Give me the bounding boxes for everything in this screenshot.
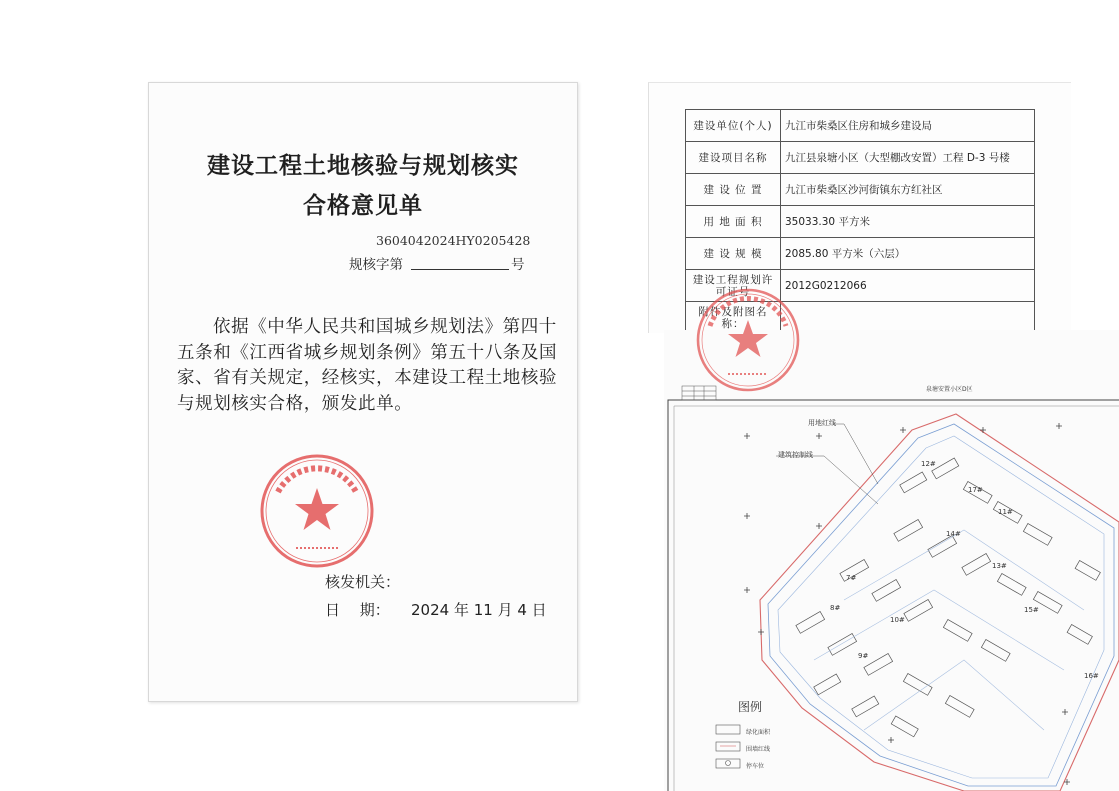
plan-control-line-label: 建筑控制线 — [778, 451, 813, 459]
building-label: 15# — [1024, 606, 1039, 614]
building-label: 14# — [946, 530, 961, 538]
legend-item-label: 停车位 — [746, 763, 765, 770]
certificate-number-underline — [411, 269, 509, 270]
row-label: 附件及附图名称： — [686, 302, 781, 334]
legend-item-label: 绿化面积 — [746, 729, 771, 736]
certificate-page — [148, 82, 578, 702]
table-row — [686, 110, 1035, 142]
plan-title: 泉塘安置小区D区 — [926, 386, 973, 393]
row-label: 建设工程规划许可证号 — [686, 270, 781, 302]
date-label: 日 期： — [325, 601, 390, 619]
table-row — [686, 206, 1035, 238]
legend-title: 图例 — [738, 700, 763, 714]
row-value: 2012G0212066 — [781, 270, 1035, 302]
row-label: 用 地 面 积 — [686, 206, 781, 238]
row-label: 建 设 规 模 — [686, 238, 781, 270]
official-seal-left — [258, 452, 376, 570]
row-label: 建设单位(个人) — [686, 110, 781, 142]
legend-item-label: 围墙红线 — [746, 746, 771, 753]
row-label: 建 设 位 置 — [686, 174, 781, 206]
certificate-number-suffix: 号 — [511, 257, 525, 273]
issuer-label: 核发机关： — [325, 573, 401, 591]
certificate-number-prefix: 规核字第 — [349, 257, 403, 273]
building-label: 13# — [992, 562, 1007, 570]
certificate-title-line2: 合格意见单 — [303, 193, 423, 219]
site-plan-drawing — [664, 330, 1119, 791]
table-row — [686, 238, 1035, 270]
certificate-title-line1: 建设工程土地核验与规划核实 — [207, 153, 519, 179]
row-value: 35033.30 平方米 — [781, 206, 1035, 238]
certificate-number: 3604042024HY0205428 — [376, 233, 531, 248]
date-value: 2024 年 11 月 4 日 — [411, 601, 547, 619]
certificate-body-text: 依据《中华人民共和国城乡规划法》第四十五条和《江西省城乡规划条例》第五十八条及国家、省有关规定，经核实，本建设工程土地核验与规划核实合格，颁发此单。 — [177, 317, 558, 414]
row-label: 建设项目名称 — [686, 142, 781, 174]
building-label: 8# — [830, 604, 841, 612]
building-label: 11# — [998, 508, 1013, 516]
building-label: 9# — [858, 652, 869, 660]
building-label: 16# — [1084, 672, 1099, 680]
row-value: 九江市柴桑区沙河街镇东方红社区 — [781, 174, 1035, 206]
official-seal-right — [694, 286, 802, 394]
building-label: 10# — [890, 616, 905, 624]
row-value: 九江县泉塘小区（大型棚改安置）工程 D-3 号楼 — [781, 142, 1035, 174]
row-value — [781, 302, 1035, 334]
row-value: 2085.80 平方米（六层） — [781, 238, 1035, 270]
table-row — [686, 174, 1035, 206]
building-label: 12# — [921, 460, 936, 468]
building-label: 7# — [846, 574, 857, 582]
table-row — [686, 142, 1035, 174]
plan-red-line-label: 用地红线 — [808, 419, 836, 427]
row-value: 九江市柴桑区住房和城乡建设局 — [781, 110, 1035, 142]
building-label: 17# — [968, 486, 983, 494]
